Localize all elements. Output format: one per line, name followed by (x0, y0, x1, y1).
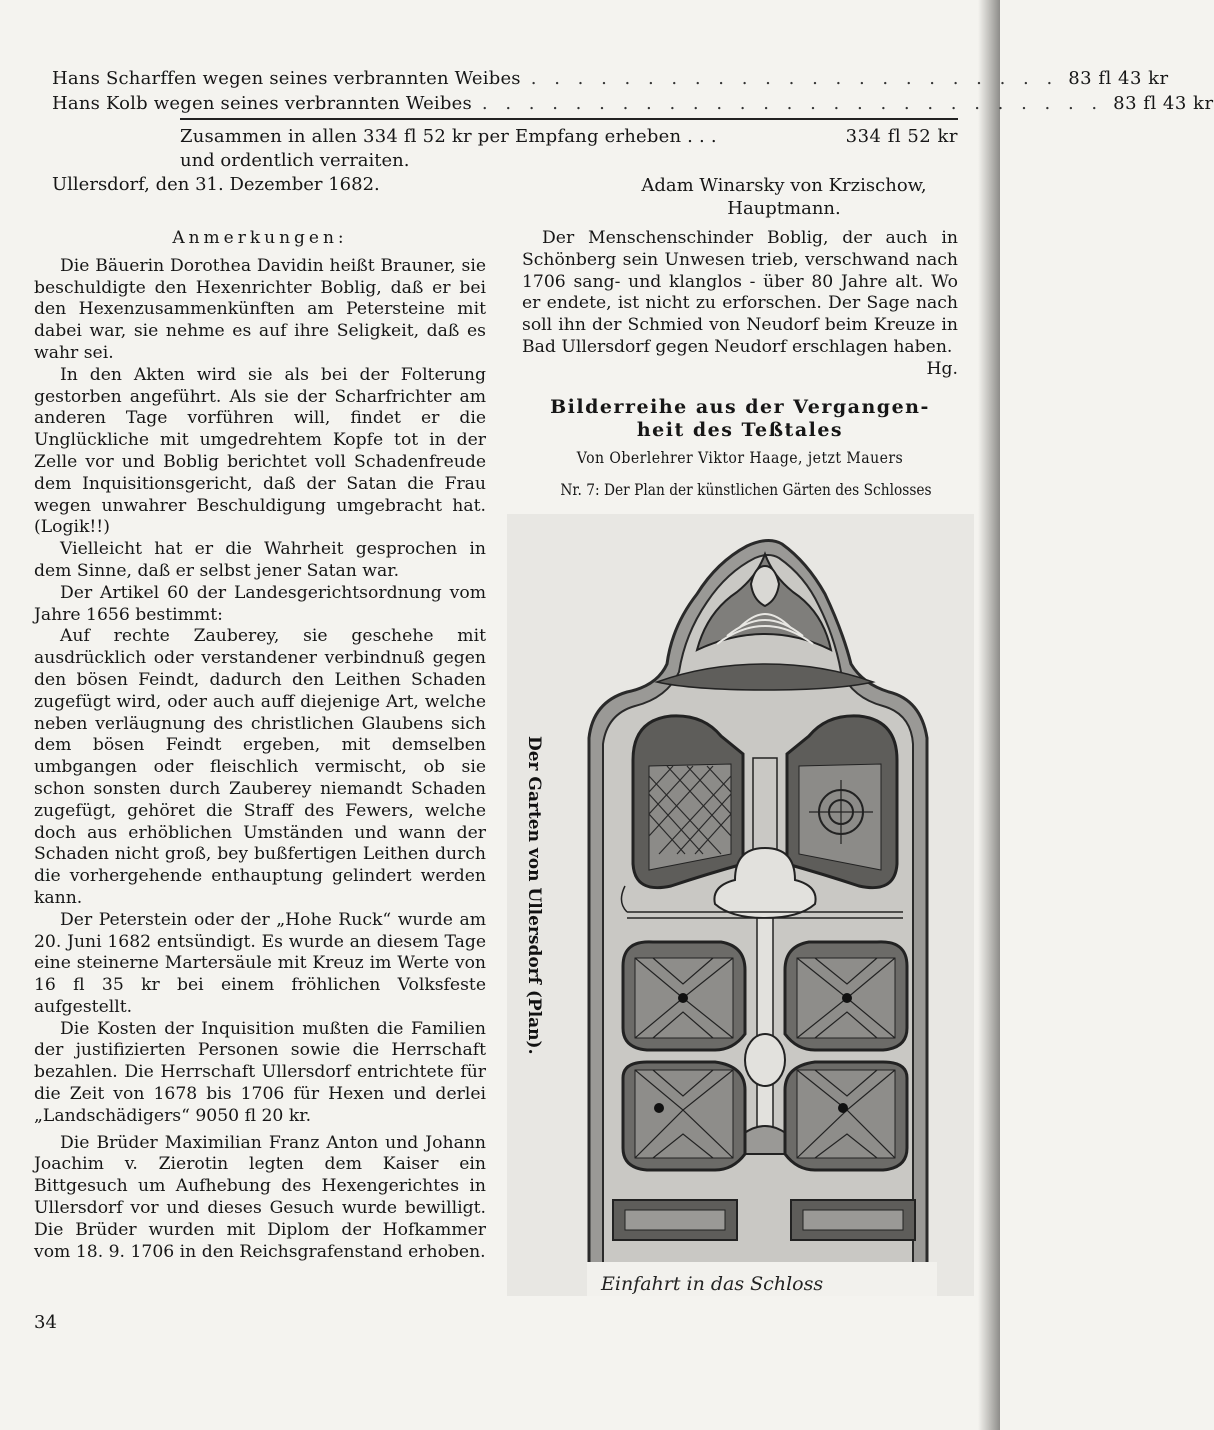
total-amount: 334 fl 52 kr (845, 126, 958, 147)
account-desc: Hans Scharffen wegen seines verbrannten Weibes (52, 68, 521, 89)
note-paragraph: Die Bäuerin Dorothea Davidin heißt Brauner, sie beschuldigte den Hexenrichter Boblig, daß er bei den Hexenzusammenkünften am Petersteine mit dabei war, sie nehme es auf ihre Seligkeit, daß es wahr sei. (34, 255, 486, 363)
page-edge-shadow (978, 0, 1000, 1430)
account-amount: 83 fl 43 kr (1113, 93, 1214, 114)
series-title-line: Bilderreihe aus der Vergangen- (550, 396, 930, 418)
note-paragraph: Der Artikel 60 der Landesgerichtsordnung vom Jahre 1656 bestimmt: (34, 582, 486, 625)
signature-rank: Hauptmann. (727, 198, 841, 219)
note-paragraph: Auf rechte Zauberey, sie geschehe mit ausdrücklich oder verstandener verbindnuß gegen den bösen Feindt, dadurch den Leithen Schaden zugefügt wird, oder auch auff diejenige Art, welche neben verläugnung des christlichen Glaubens sich dem bösen Feindt ergeben, mit demselben umbgangen oder fleischlich vermischt, ob sie schon sonsten durch Zauberey niemandt Schaden zugefügt, gehöret die Straff des Fewers, welche doch aus erhöblichen Umständen und wann der Schaden nicht groß, bey bußfertigen Leithen durch die vorhergehende enthauptung gelindert werden kann. (34, 626, 486, 908)
plan-side-caption: Der Garten von Ullersdorf (Plan). (524, 736, 544, 1055)
right-note-sign: Hg. (926, 358, 958, 379)
total-block (180, 125, 958, 173)
note-paragraph: Der Peterstein oder der „Hohe Ruck“ wurde am 20. Juni 1682 entsündigt. Es wurde an diesem Tage eine steinerne Martersäule mit Kreuz im Werte von 16 fl 35 kr bei einem fröhlichen Volksfeste aufgestellt. (34, 909, 486, 1017)
garden-plan-drawing (507, 514, 974, 1296)
note-paragraph: Vielleicht hat er die Wahrheit gesprochen in dem Sinne, daß er selbst jener Satan war. (34, 539, 486, 581)
total-line2: und ordentlich verraiten. (180, 150, 410, 171)
series-title-line: heit des Teßtales (636, 419, 844, 441)
notes-column (34, 228, 486, 1263)
note-paragraph: Die Kosten der Inquisition mußten die Familien der justifizierten Personen sowie die Herrschaft bezahlen. Die Herrschaft Ullersdorf entrichtete für die Zeit von 1678 bis 1706 für Hexen und derlei „Landschädigers“ 9050 fl 20 kr. (34, 1018, 486, 1126)
leader-dots: . . . . . . . . . . . . . . . . . . . . . . . (530, 68, 1059, 89)
note-paragraph: In den Akten wird sie als bei der Folterung gestorben angeführt. Als sie der Scharfrichter am anderen Tage vorführen will, findet er die Unglückliche mit umgedrehtem Kopfe tot in der Zelle vor und Boblig berichtet voll Schadenfreude dem Inquisitionsgericht, daß der Satan die Frau wegen unwahrer Beschuldigung umgebracht hat. (Logik!!) (34, 364, 486, 538)
account-list (52, 66, 1214, 116)
total-desc: Zusammen in allen 334 fl 52 kr per Empfang erheben . . . (180, 126, 717, 147)
notes-heading: Anmerkungen: (172, 228, 348, 248)
account-amount: 83 fl 43 kr (1068, 68, 1169, 89)
account-row (52, 66, 1169, 91)
account-row (52, 91, 1214, 116)
account-desc: Hans Kolb wegen seines verbrannten Weibes (52, 93, 472, 114)
plan-bottom-caption: Einfahrt in das Schloss (601, 1273, 824, 1295)
right-note-text: Der Menschenschinder Boblig, der auch in Schönberg sein Unwesen trieb, verschwand nach 1706 sang- und klanglos - über 80 Jahre alt. Wo er endete, ist nicht zu erforschen. Der Sage nach soll ihn der Schmied von Neudorf beim Kreuze in Bad Ullersdorf gegen Neudorf erschlagen haben. (522, 228, 958, 357)
note-paragraph: Die Brüder Maximilian Franz Anton und Johann Joachim v. Zierotin legten dem Kaiser ein Bittgesuch um Aufhebung des Hexengerichtes in Ullersdorf vor und dieses Gesuch wurde bewilligt. Die Brüder wurden mit Diplom der Hofkammer vom 18. 9. 1706 in den Reichsgrafenstand erhoben. (34, 1132, 486, 1262)
garden-plan-image (507, 514, 974, 1296)
series-item-number: Nr. 7: Der Plan der künstlichen Gärten des Schlosses (560, 480, 932, 499)
series-author: Von Oberlehrer Viktor Haage, jetzt Mauers (576, 448, 904, 467)
right-note (522, 228, 958, 381)
signature-block (520, 174, 958, 220)
signature-name: Adam Winarsky von Krzischow, (641, 175, 927, 196)
sum-rule (180, 118, 958, 120)
series-title (522, 396, 958, 442)
place-date: Ullersdorf, den 31. Dezember 1682. (52, 174, 380, 195)
page-number: 34 (34, 1312, 57, 1333)
leader-dots: . . . . . . . . . . . . . . . . . . . . . . . . . . . (481, 93, 1104, 114)
